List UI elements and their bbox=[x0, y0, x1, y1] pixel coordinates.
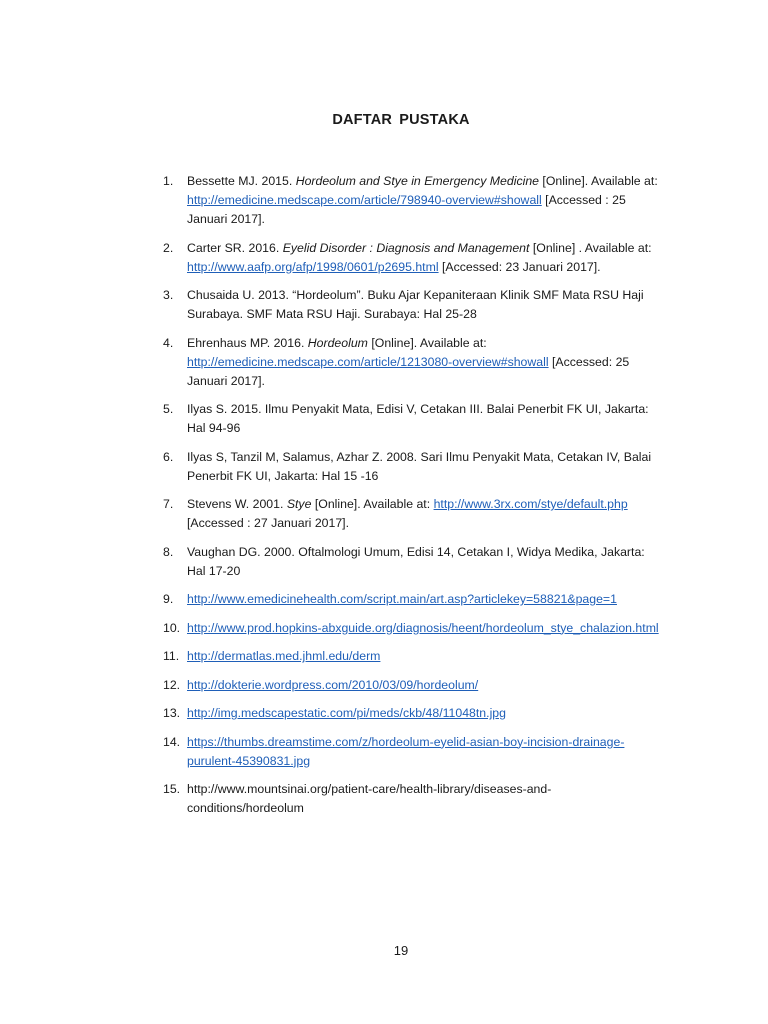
reference-link[interactable]: http://emedicine.medscape.com/article/1213080-overview#showall bbox=[187, 354, 549, 369]
reference-text: Ehrenhaus MP. 2016. bbox=[187, 335, 308, 350]
reference-number: 13. bbox=[163, 706, 181, 720]
reference-item bbox=[163, 780, 663, 818]
reference-number: 10. bbox=[163, 620, 181, 635]
reference-number: 6. bbox=[163, 449, 174, 464]
reference-number: 8. bbox=[163, 544, 174, 559]
reference-number: 9. bbox=[163, 592, 174, 606]
reference-number: 3. bbox=[163, 288, 174, 302]
reference-text: [Accessed : 27 Januari 2017]. bbox=[187, 516, 350, 530]
reference-item bbox=[163, 495, 663, 533]
reference-text: Vaughan DG. 2000. Oftalmologi Umum, Edisi 14, Cetakan I, Widya Medika, Jakarta: Hal 17-20 bbox=[187, 544, 645, 578]
reference-title-italic: Hordeolum bbox=[307, 335, 368, 350]
reference-item bbox=[163, 676, 663, 695]
reference-number: 15. bbox=[163, 782, 181, 796]
reference-text: Ilyas S, Tanzil M, Salamus, Azhar Z. 2008. Sari Ilmu Penyakit Mata, Cetakan IV, Balai Penerbit FK UI, Jakarta: Hal 15 -16 bbox=[187, 449, 652, 483]
reference-number: 11. bbox=[163, 649, 180, 663]
reference-item bbox=[163, 448, 663, 486]
reference-text: [Online]. Available at: bbox=[311, 497, 434, 511]
reference-item bbox=[163, 704, 663, 723]
reference-item bbox=[163, 172, 663, 229]
reference-title-italic: Hordeolum and Stye in Emergency Medicine bbox=[295, 174, 540, 188]
reference-text: [Accessed: 25 Januari 2017]. bbox=[187, 354, 630, 388]
reference-link[interactable]: http://dokterie.wordpress.com/2010/03/09/hordeolum/ bbox=[187, 677, 479, 692]
reference-text: [Online]. Available at: bbox=[367, 335, 487, 350]
reference-item bbox=[163, 239, 663, 277]
reference-number: 2. bbox=[163, 240, 174, 255]
reference-item bbox=[163, 619, 663, 638]
reference-text: Chusaida U. 2013. “Hordeolum”. Buku Ajar Kepaniteraan Klinik SMF Mata RSU Haji Surabaya. SMF Mata RSU Haji. Surabaya: Hal 25-28 bbox=[187, 288, 644, 321]
reference-item bbox=[163, 334, 663, 391]
reference-text: http://www.mountsinai.org/patient-care/health-library/diseases-and-conditions/hordeolum bbox=[187, 782, 552, 815]
reference-item bbox=[163, 286, 663, 324]
reference-text: Ilyas S. 2015. Ilmu Penyakit Mata, Edisi V, Cetakan III. Balai Penerbit FK UI, Jakarta: Hal 94-96 bbox=[187, 402, 649, 435]
reference-text: [Accessed : 25 Januari 2017]. bbox=[187, 193, 626, 226]
reference-text: Stevens W. 2001. bbox=[187, 497, 287, 511]
reference-link[interactable]: http://www.aafp.org/afp/1998/0601/p2695.html bbox=[187, 259, 439, 274]
reference-number: 1. bbox=[163, 174, 174, 188]
reference-item bbox=[163, 400, 663, 438]
reference-number: 14. bbox=[163, 734, 181, 749]
reference-text: [Accessed: 23 Januari 2017]. bbox=[438, 259, 601, 274]
reference-link[interactable]: http://www.3rx.com/stye/default.php bbox=[433, 497, 628, 511]
reference-text: [Online] . Available at: bbox=[529, 240, 652, 255]
reference-link[interactable]: http://www.emedicinehealth.com/script.main/art.asp?articlekey=58821&page=1 bbox=[187, 592, 617, 606]
reference-text: [Online]. Available at: bbox=[539, 174, 658, 188]
reference-link[interactable]: http://emedicine.medscape.com/article/798940-overview#showall bbox=[187, 193, 542, 207]
reference-number: 7. bbox=[163, 497, 174, 511]
reference-link[interactable]: http://dermatlas.med.jhml.edu/derm bbox=[187, 649, 381, 663]
reference-item bbox=[163, 590, 663, 609]
reference-number: 12. bbox=[163, 677, 181, 692]
page-number: 19 bbox=[393, 943, 409, 958]
reference-list bbox=[163, 172, 663, 828]
reference-title-italic: Eyelid Disorder : Diagnosis and Management bbox=[282, 240, 530, 255]
page-title: DAFTAR PUSTAKA bbox=[332, 112, 470, 128]
reference-item bbox=[163, 647, 663, 666]
reference-number: 4. bbox=[163, 335, 174, 350]
reference-text: Carter SR. 2016. bbox=[187, 240, 283, 255]
reference-text: Bessette MJ. 2015. bbox=[187, 174, 296, 188]
reference-item bbox=[163, 733, 663, 771]
reference-link[interactable]: https://thumbs.dreamstime.com/z/hordeolum-eyelid-asian-boy-incision-drainage-purulent-45390831.jpg bbox=[187, 734, 625, 768]
reference-title-italic: Stye bbox=[286, 497, 312, 511]
reference-item bbox=[163, 543, 663, 581]
reference-link[interactable]: http://img.medscapestatic.com/pi/meds/ckb/48/11048tn.jpg bbox=[187, 706, 506, 720]
reference-number: 5. bbox=[163, 402, 174, 416]
reference-link[interactable]: http://www.prod.hopkins-abxguide.org/diagnosis/heent/hordeolum_stye_chalazion.html bbox=[187, 620, 659, 635]
